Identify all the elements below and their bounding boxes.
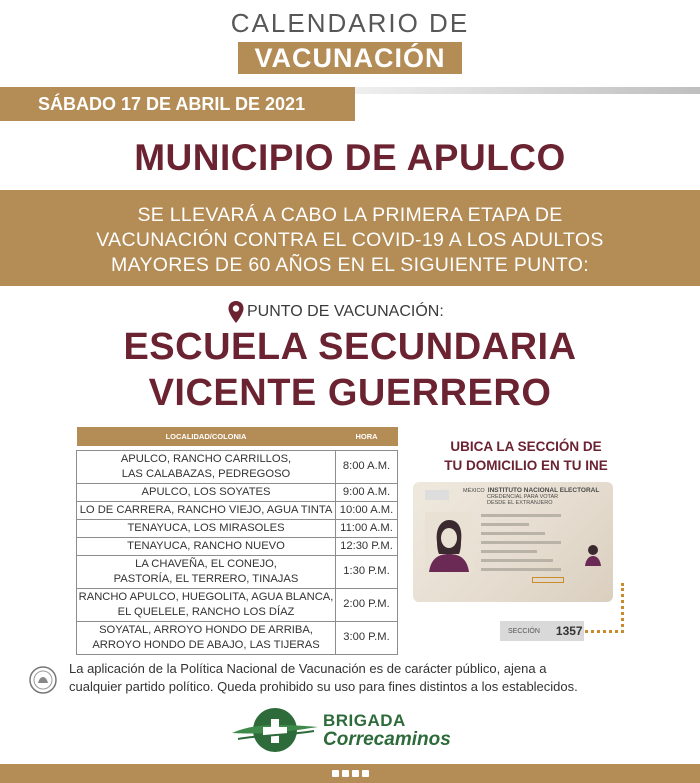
ine-card-header: MÉXICO INSTITUTO NACIONAL ELECTORAL CREDENCIAL PARA VOTAR DESDE EL EXTRANJERO [463, 487, 600, 506]
ine-title [416, 437, 636, 475]
hora-cell: 9:00 A.M. [336, 483, 398, 501]
ine-card-lines [481, 514, 561, 577]
instagram-icon[interactable] [352, 770, 359, 777]
mini-portrait-icon [583, 542, 603, 566]
header-divider [355, 87, 700, 94]
seccion-box: SECCIÓN 1357 [500, 621, 584, 641]
header-title: CALENDARIO DE [230, 8, 470, 38]
portrait-icon [425, 512, 473, 572]
localidad-cell: TENAYUCA, LOS MIRASOLES [77, 519, 336, 537]
table-row [77, 483, 398, 501]
brigada-subtitle: Correcaminos [323, 729, 451, 750]
header-badge: VACUNACIÓN [238, 42, 462, 74]
hora-cell: 3:00 P.M. [336, 621, 398, 654]
localidad-cell: LA CHAVEÑA, EL CONEJO, PASTORÍA, EL TERRERO, TINAJAS [77, 555, 336, 588]
intro-line: VACUNACIÓN CONTRA EL COVID-19 A LOS ADULTOS [96, 229, 604, 251]
brigada-title: BRIGADA [323, 711, 406, 730]
hora-cell: 2:00 P.M. [336, 588, 398, 621]
hora-cell: 8:00 A.M. [336, 450, 398, 483]
hora-cell: 11:00 A.M. [336, 519, 398, 537]
localidad-cell: APULCO, LOS SOYATES [77, 483, 336, 501]
table-header-row [77, 427, 398, 446]
footer-bar [0, 764, 700, 783]
localidad-cell: RANCHO APULCO, HUEGOLITA, AGUA BLANCA, EL QUELELE, RANCHO LOS DÍAZ [77, 588, 336, 621]
roadrunner-logo-icon [230, 705, 320, 755]
localidad-cell: APULCO, RANCHO CARRILLOS, LAS CALABAZAS, PEDREGOSO [77, 450, 336, 483]
ine-title-line: TU DOMICILIO EN TU INE [444, 458, 608, 473]
col-localidad: LOCALIDAD/COLONIA [77, 427, 336, 446]
venue-line: VICENTE GUERRERO [148, 372, 552, 414]
intro-band [0, 190, 700, 286]
ine-title-line: UBICA LA SECCIÓN DE [450, 439, 602, 454]
col-hora: HORA [336, 427, 398, 446]
facebook-icon[interactable] [332, 770, 339, 777]
table-row [77, 588, 398, 621]
seccion-highlight [532, 577, 564, 583]
hora-cell: 1:30 P.M. [336, 555, 398, 588]
punto-label-text: PUNTO DE VACUNACIÓN: [247, 303, 444, 320]
brigada-logo [230, 705, 480, 755]
localidad-cell: LO DE CARRERA, RANCHO VIEJO, AGUA TINTA [77, 501, 336, 519]
schedule-table [76, 427, 398, 655]
ine-flag [425, 490, 449, 500]
table-row [77, 519, 398, 537]
municipio-title: MUNICIPIO DE APULCO [134, 137, 566, 178]
youtube-icon[interactable] [362, 770, 369, 777]
seccion-value: 1357 [555, 624, 583, 638]
location-pin-icon [227, 300, 245, 324]
venue-name [0, 324, 700, 416]
table-row [77, 501, 398, 519]
national-seal-icon [28, 663, 58, 697]
hora-cell: 10:00 A.M. [336, 501, 398, 519]
table-row [77, 537, 398, 555]
intro-line: SE LLEVARÁ A CABO LA PRIMERA ETAPA DE [137, 204, 563, 226]
date-band: SÁBADO 17 DE ABRIL DE 2021 [0, 87, 355, 121]
table-row [77, 621, 398, 654]
table-row [77, 555, 398, 588]
twitter-icon[interactable] [342, 770, 349, 777]
intro-line: MAYORES DE 60 AÑOS EN EL SIGUIENTE PUNTO: [111, 254, 589, 276]
table-row [77, 450, 398, 483]
hora-cell: 12:30 P.M. [336, 537, 398, 555]
disclaimer-text: La aplicación de la Política Nacional de Vacunación es de carácter público, ajena a cualquier partido político. Queda prohibido su uso para fines distintos a los establecidos. [69, 661, 578, 694]
localidad-cell: SOYATAL, ARROYO HONDO DE ARRIBA, ARROYO HONDO DE ABAJO, LAS TIJERAS [77, 621, 336, 654]
venue-line: ESCUELA SECUNDARIA [123, 326, 577, 368]
punto-label [227, 300, 444, 324]
localidad-cell: TENAYUCA, RANCHO NUEVO [77, 537, 336, 555]
dotted-connector [580, 583, 624, 633]
